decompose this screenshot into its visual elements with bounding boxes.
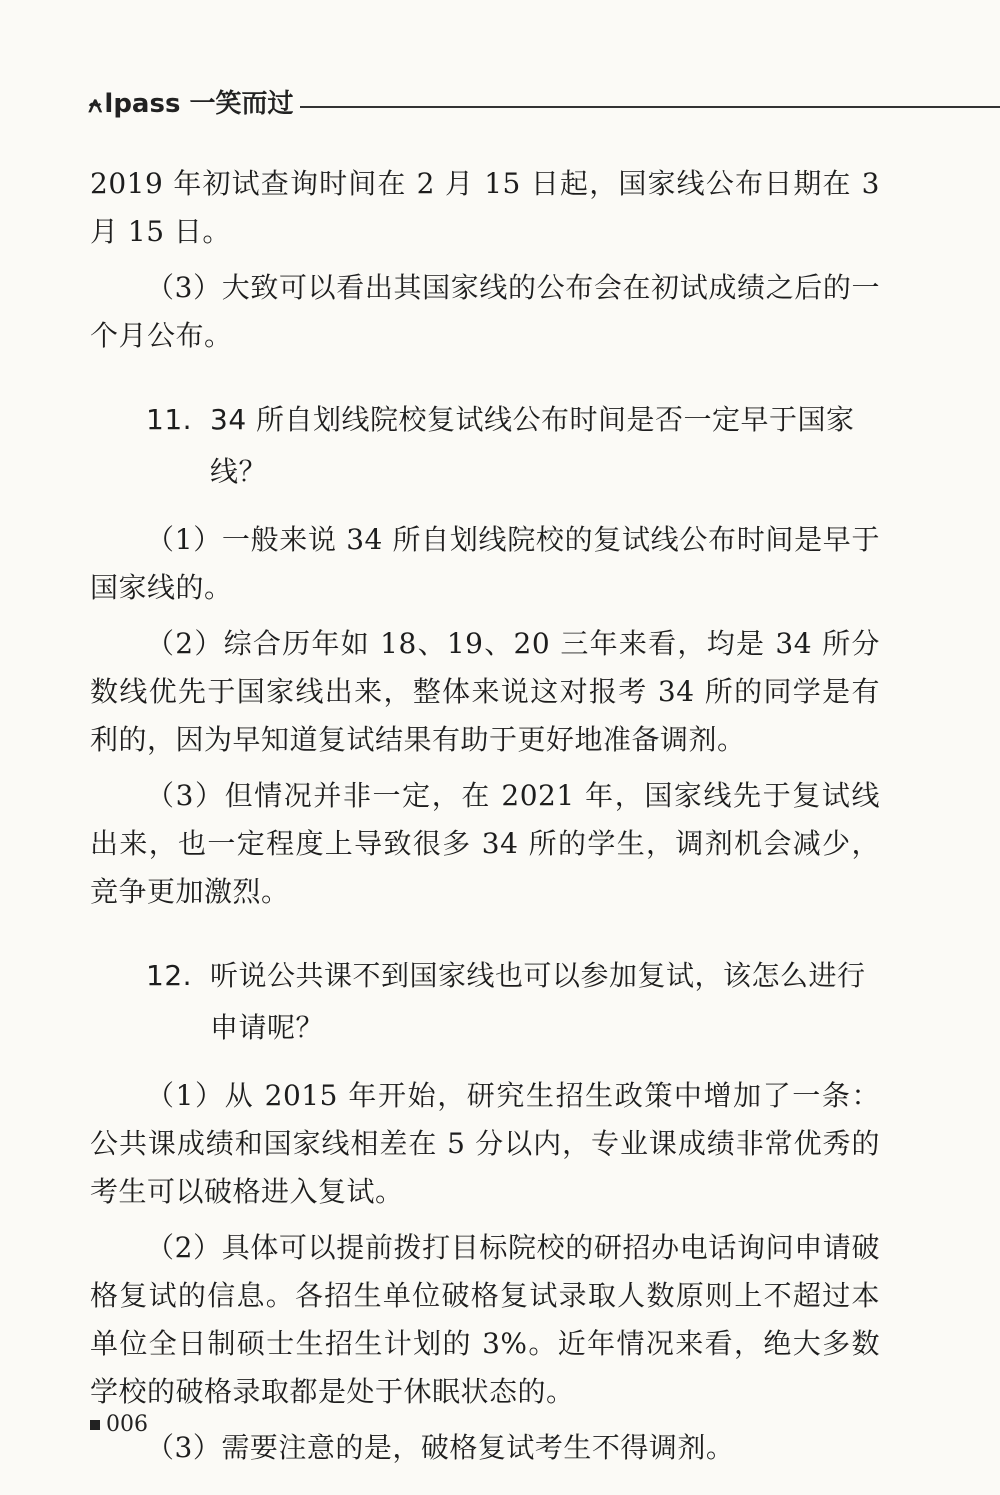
page-body bbox=[90, 160, 880, 1480]
answer-paragraph: （3）需要注意的是，破格复试考生不得调剂。 bbox=[146, 1431, 735, 1464]
answer-paragraph: （1）从 2015 年开始，研究生招生政策中增加了一条：公共课成绩和国家线相差在 5 分以内，专业课成绩非常优秀的考生可以破格进入复试。 bbox=[90, 1079, 880, 1208]
page-footer bbox=[90, 1410, 148, 1440]
question-number: 12. bbox=[146, 959, 193, 992]
question-title: 34 所自划线院校复试线公布时间是否一定早于国家线？ bbox=[210, 403, 855, 488]
answer-paragraph: （2）综合历年如 18、19、20 三年来看，均是 34 所分数线优先于国家线出来，整体来说这对报考 34 所的同学是有利的，因为早知道复试结果有助于更好地准备调剂。 bbox=[90, 627, 880, 756]
running-header bbox=[88, 84, 1000, 124]
header-rule bbox=[300, 106, 1000, 108]
answer-paragraph: （3）但情况并非一定，在 2021 年，国家线先于复试线出来，也一定程度上导致很多 34 所的学生，调剂机会减少，竞争更加激烈。 bbox=[90, 779, 880, 908]
question-heading-12 bbox=[90, 950, 880, 1054]
brand-text: lpass 一笑而过 bbox=[104, 89, 294, 119]
question-title: 听说公共课不到国家线也可以参加复试，该怎么进行申请呢？ bbox=[210, 959, 866, 1044]
paragraph: （3）大致可以看出其国家线的公布会在初试成绩之后的一个月公布。 bbox=[90, 271, 880, 352]
question-heading-11 bbox=[90, 394, 880, 498]
paragraph: 2019 年初试查询时间在 2 月 15 日起，国家线公布日期在 3 月 15 日。 bbox=[90, 167, 880, 248]
page-number: 006 bbox=[106, 1412, 148, 1437]
answer-paragraph: （2）具体可以提前拨打目标院校的研招办电话询问申请破格复试的信息。各招生单位破格复试录取人数原则上不超过本单位全日制硕士生招生计划的 3%。近年情况来看，绝大多数学校的破格录取都是处于休眠状态的。 bbox=[90, 1231, 880, 1408]
square-bullet-icon bbox=[90, 1420, 100, 1430]
brand-mark-icon: ⍲ bbox=[88, 90, 103, 118]
brand-logo bbox=[88, 84, 293, 124]
question-number: 11. bbox=[146, 403, 193, 436]
answer-paragraph: （1）一般来说 34 所自划线院校的复试线公布时间是早于国家线的。 bbox=[90, 523, 880, 604]
